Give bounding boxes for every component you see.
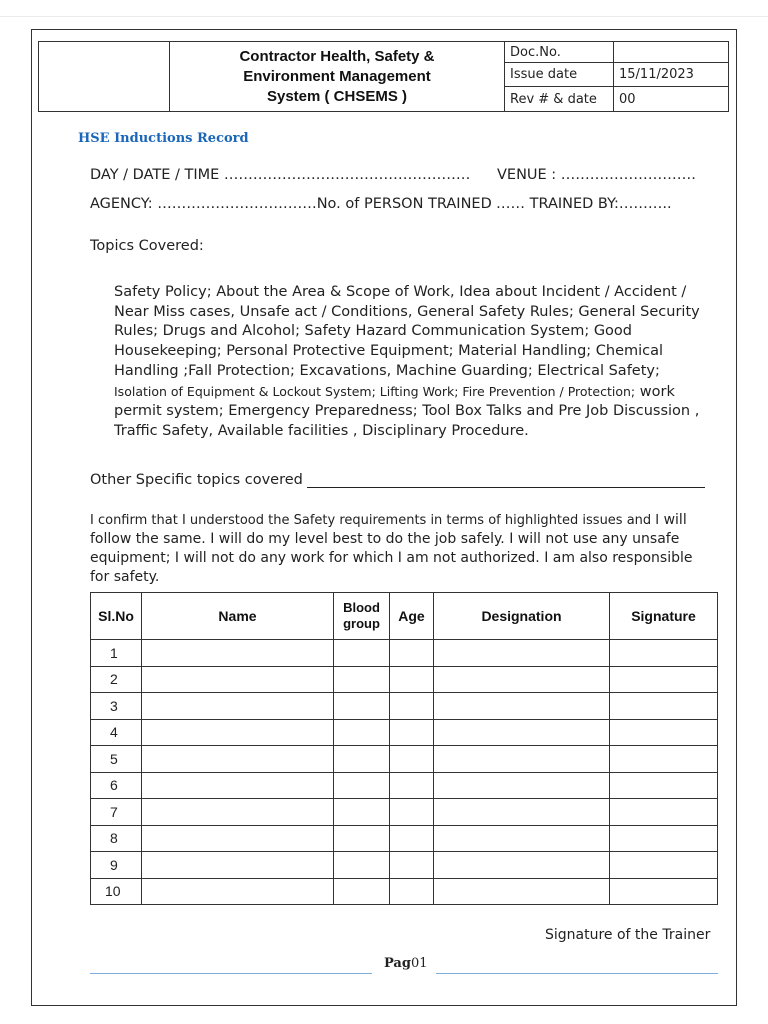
topics-text-2: Isolation of Equipment & Lockout System; Lifting Work; Fire Prevention / Protection; bbox=[114, 383, 636, 399]
row-number: 4 bbox=[91, 719, 142, 746]
table-row bbox=[91, 799, 718, 826]
row-number: 2 bbox=[91, 666, 142, 693]
confirm-text-2: will follow the same. I will do my level best to do the job safely. I will not use any unsafe equipment; I will not do any work for which I am not authorized. I am also responsible for safety. bbox=[90, 512, 693, 585]
col-header-signature: Signature bbox=[610, 593, 718, 640]
blood-line-1: Blood bbox=[343, 600, 380, 615]
topics-paragraph bbox=[114, 283, 714, 441]
row-number: 10 bbox=[91, 878, 142, 905]
day-date-time-field: DAY / DATE / TIME …………………………………………… bbox=[90, 167, 471, 183]
other-topics-label: Other Specific topics covered bbox=[90, 472, 303, 488]
venue-field: VENUE : ………………………. bbox=[497, 167, 696, 183]
footer-line-right bbox=[436, 973, 718, 974]
row-number: 3 bbox=[91, 693, 142, 720]
table-row bbox=[91, 719, 718, 746]
col-header-age: Age bbox=[390, 593, 434, 640]
title-line-1: Contractor Health, Safety & bbox=[239, 47, 435, 65]
table-row bbox=[91, 878, 718, 905]
document-header bbox=[38, 41, 729, 112]
row-number: 7 bbox=[91, 799, 142, 826]
footer-line-left bbox=[90, 973, 372, 974]
table-row bbox=[91, 693, 718, 720]
logo-cell bbox=[39, 42, 170, 112]
table-row bbox=[91, 852, 718, 879]
col-header-designation: Designation bbox=[434, 593, 610, 640]
confirmation-paragraph bbox=[90, 511, 715, 587]
row-number: 6 bbox=[91, 772, 142, 799]
rev-label: Rev # & date bbox=[505, 87, 614, 112]
confirm-text-1: I confirm that I understood the Safety requirements in terms of highlighted issues and I bbox=[90, 513, 660, 528]
row-number: 9 bbox=[91, 852, 142, 879]
title-line-3: System ( CHSEMS ) bbox=[266, 87, 408, 105]
doc-no-label: Doc.No. bbox=[505, 42, 614, 63]
table-row bbox=[91, 746, 718, 773]
agency-field: AGENCY: ……………………………No. of PERSON TRAINED bbox=[90, 196, 492, 212]
topics-text-1: Safety Policy; About the Area & Scope of Work, Idea about Incident / Accident / Near Miss cases, Unsafe act / Conditions, General Safety Rules; General Security Rules; Drugs and Alcohol; Safety Hazard Communication System; Good Housekeeping; Personal Protective Equipment; Material Handling; Chemical Handling ;Fall Protection; Excavations, Machine Guarding; Electrical Safety; bbox=[114, 284, 700, 379]
attendance-table bbox=[90, 592, 718, 905]
doc-no-value bbox=[614, 42, 729, 63]
table-row bbox=[91, 666, 718, 693]
col-header-slno: Sl.No bbox=[91, 593, 142, 640]
table-row bbox=[91, 772, 718, 799]
other-topics-underline bbox=[307, 473, 705, 488]
row-number: 5 bbox=[91, 746, 142, 773]
section-title: HSE Inductions Record bbox=[78, 131, 249, 146]
top-divider bbox=[0, 16, 768, 17]
rev-value: 00 bbox=[614, 87, 729, 112]
page-num: 01 bbox=[410, 956, 428, 971]
topics-label: Topics Covered: bbox=[90, 238, 204, 254]
row-number: 8 bbox=[91, 825, 142, 852]
page-label: Pag bbox=[384, 956, 411, 971]
title-line-2: Environment Management bbox=[243, 67, 431, 85]
topics-text-3: work permit system; Emergency Preparedness; Tool Box Talks and Pre Job Discussion , Traffic Safety, Available facilities , Disciplinary Procedure. bbox=[114, 383, 700, 439]
blood-line-2: group bbox=[343, 616, 380, 631]
col-header-name: Name bbox=[142, 593, 334, 640]
trainer-signature-label: Signature of the Trainer bbox=[545, 927, 711, 943]
page-number bbox=[384, 956, 428, 971]
col-header-blood-group bbox=[334, 593, 390, 640]
issue-date-value: 15/11/2023 bbox=[614, 63, 729, 87]
issue-date-label: Issue date bbox=[505, 63, 614, 87]
table-row bbox=[91, 640, 718, 667]
row-number: 1 bbox=[91, 640, 142, 667]
table-row bbox=[91, 825, 718, 852]
other-topics-row bbox=[90, 472, 705, 488]
trained-by-field: …… TRAINED BY:……….. bbox=[496, 196, 672, 212]
header-title bbox=[170, 42, 505, 112]
